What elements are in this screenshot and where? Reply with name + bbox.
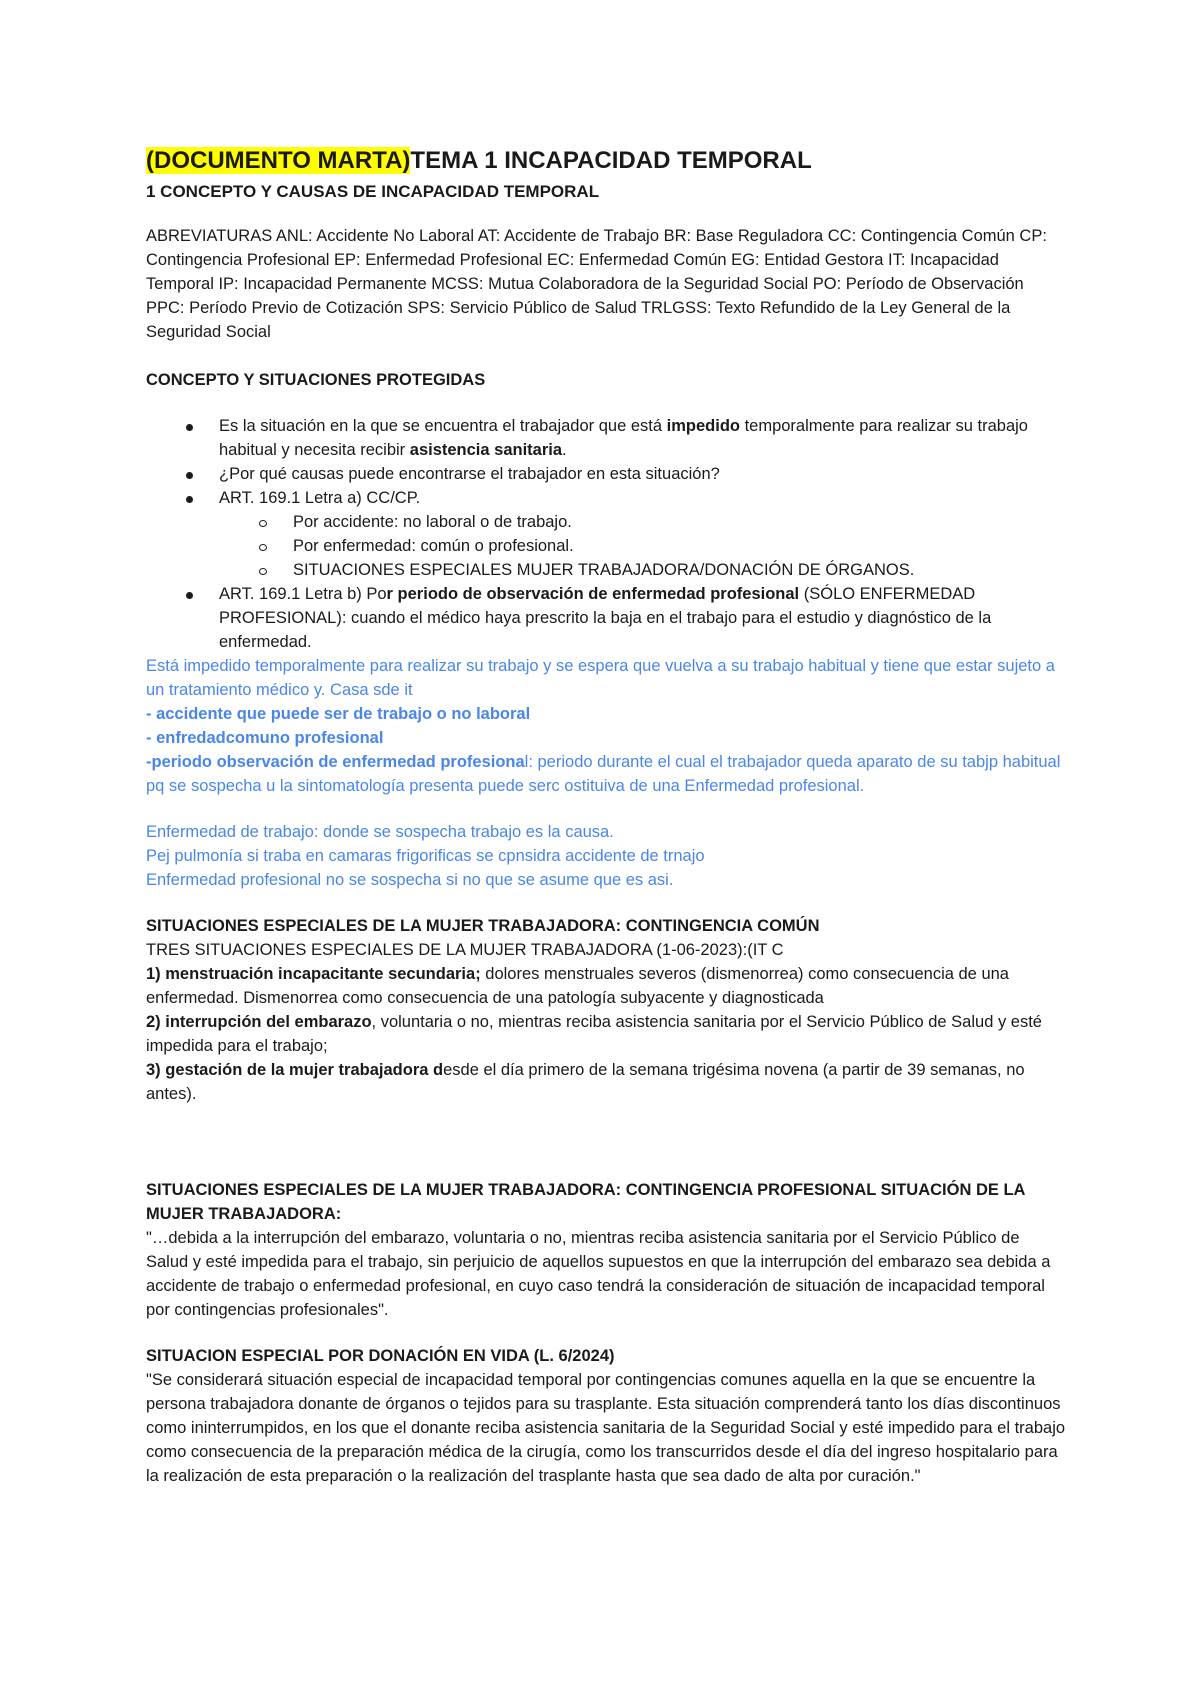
note-text: - accidente que puede ser de trabajo o no laboral (146, 705, 531, 723)
mujer-cp-text: "…debida a la interrupción del embarazo, voluntaria o no, mientras reciba asistencia sanitaria por el Servicio Público de Salud y esté impedida para el trabajo, sin perjuicio de aquellos supuestos en que la interrupción del embarazo sea debida a accidente de trabajo o enfermedad profesional, en cuyo caso tendrá la consideración de situación de incapacidad temporal por contingencias profesionales". (146, 1229, 1051, 1319)
sub-list-item: Por accidente: no laboral o de trabajo. (146, 510, 1066, 534)
mujer-cc-heading: SITUACIONES ESPECIALES DE LA MUJER TRABAJADORA: CONTINGENCIA COMÚN (146, 917, 820, 935)
mujer-cc-item: 3) gestación de la mujer trabajadora desde el día primero de la semana trigésima novena (a partir de 39 semanas, no antes). (146, 1061, 1025, 1103)
concepto-heading: CONCEPTO Y SITUACIONES PROTEGIDAS (146, 371, 486, 389)
donacion-heading: SITUACION ESPECIAL POR DONACIÓN EN VIDA (L. 6/2024) (146, 1347, 615, 1365)
note-text: Enfermedad de trabajo: donde se sospecha trabajo es la causa. (146, 823, 614, 841)
page-title (146, 146, 1066, 176)
note-text: Está impedido temporalmente para realizar su trabajo y se espera que vuelva a su trabajo habitual y tiene que estar sujeto a un tratamiento médico y. Casa sde it (146, 657, 1055, 699)
abbreviations-paragraph: ABREVIATURAS ANL: Accidente No Laboral AT: Accidente de Trabajo BR: Base Reguladora CC: Contingencia Común CP: Contingencia Profesional EP: Enfermedad Profesional EC: Enfermedad Común EG: Entidad Gestora IT: Incapacidad Temporal IP: Incapacidad Permanente MCSS: Mutua Colaboradora de la Seguridad Social PO: Período de Observación PPC: Período Previo de Cotización SPS: Servicio Público de Salud TRLGSS: Texto Refundido de la Ley General de la Seguridad Social (146, 227, 1047, 341)
subtitle: 1 CONCEPTO Y CAUSAS DE INCAPACIDAD TEMPORAL (146, 182, 600, 201)
note-text: - enfredadcomuno profesional (146, 729, 384, 747)
list-item: ART. 169.1 Letra b) Por periodo de observación de enfermedad profesional (SÓLO ENFERMEDAD PROFESIONAL): cuando el médico haya prescrito la baja en el trabajo para el estudio y diagnóstico de la enfermedad. (146, 582, 1066, 654)
note-text: -periodo observación de enfermedad profesional: periodo durante el cual el trabajador queda aparato de su tabjp habitual pq se sospecha u la sintomatología presenta puede serc ostituiva de una Enfermedad profesional. (146, 753, 1061, 795)
note-text: Enfermedad profesional no se sospecha si no que se asume que es asi. (146, 871, 674, 889)
title-rest: TEMA 1 INCAPACIDAD TEMPORAL (410, 147, 812, 174)
document-body (146, 146, 1066, 1488)
sub-list-item: SITUACIONES ESPECIALES MUJER TRABAJADORA/DONACIÓN DE ÓRGANOS. (146, 558, 1066, 582)
notes-block (146, 654, 1066, 892)
concepto-list (146, 414, 1066, 654)
sub-list-item: Por enfermedad: común o profesional. (146, 534, 1066, 558)
title-highlight: (DOCUMENTO MARTA) (146, 147, 411, 174)
list-item: ART. 169.1 Letra a) CC/CP. Por accidente: no laboral o de trabajo. Por enfermedad: común o profesional. SITUACIONES ESPECIALES MUJER TRABAJADORA/DONACIÓN DE ÓRGANOS. (146, 486, 1066, 582)
list-item: Es la situación en la que se encuentra el trabajador que está impedido temporalmente para realizar su trabajo habitual y necesita recibir asistencia sanitaria. (146, 414, 1066, 462)
note-text: Pej pulmonía si traba en camaras frigorificas se cpnsidra accidente de trnajo (146, 847, 705, 865)
list-item: ¿Por qué causas puede encontrarse el trabajador en esta situación? (146, 462, 1066, 486)
mujer-cp-heading: SITUACIONES ESPECIALES DE LA MUJER TRABAJADORA: CONTINGENCIA PROFESIONAL SITUACIÓN DE LA MUJER TRABAJADORA: (146, 1181, 1025, 1223)
sub-list (219, 510, 1066, 582)
mujer-cc-item: 2) interrupción del embarazo, voluntaria o no, mientras reciba asistencia sanitaria por el Servicio Público de Salud y esté impedida para el trabajo; (146, 1013, 1042, 1055)
mujer-cc-intro: TRES SITUACIONES ESPECIALES DE LA MUJER TRABAJADORA (1-06-2023):(IT C (146, 941, 784, 959)
mujer-cc-item: 1) menstruación incapacitante secundaria; dolores menstruales severos (dismenorrea) como consecuencia de una enfermedad. Dismenorrea como consecuencia de una patología subyacente y diagnosticada (146, 965, 1009, 1007)
donacion-text: "Se considerará situación especial de incapacidad temporal por contingencias comunes aquella en la que se encuentre la persona trabajadora donante de órganos o tejidos para su trasplante. Esta situación comprenderá tanto los días discontinuos como ininterrumpidos, en los que el donante reciba asistencia sanitaria de la Seguridad Social y esté impedido para el trabajo como consecuencia de la preparación médica de la cirugía, como los transcurridos desde el día del ingreso hospitalario para la realización de esta preparación o la realización del trasplante hasta que sea dado de alta por curación." (146, 1371, 1066, 1485)
